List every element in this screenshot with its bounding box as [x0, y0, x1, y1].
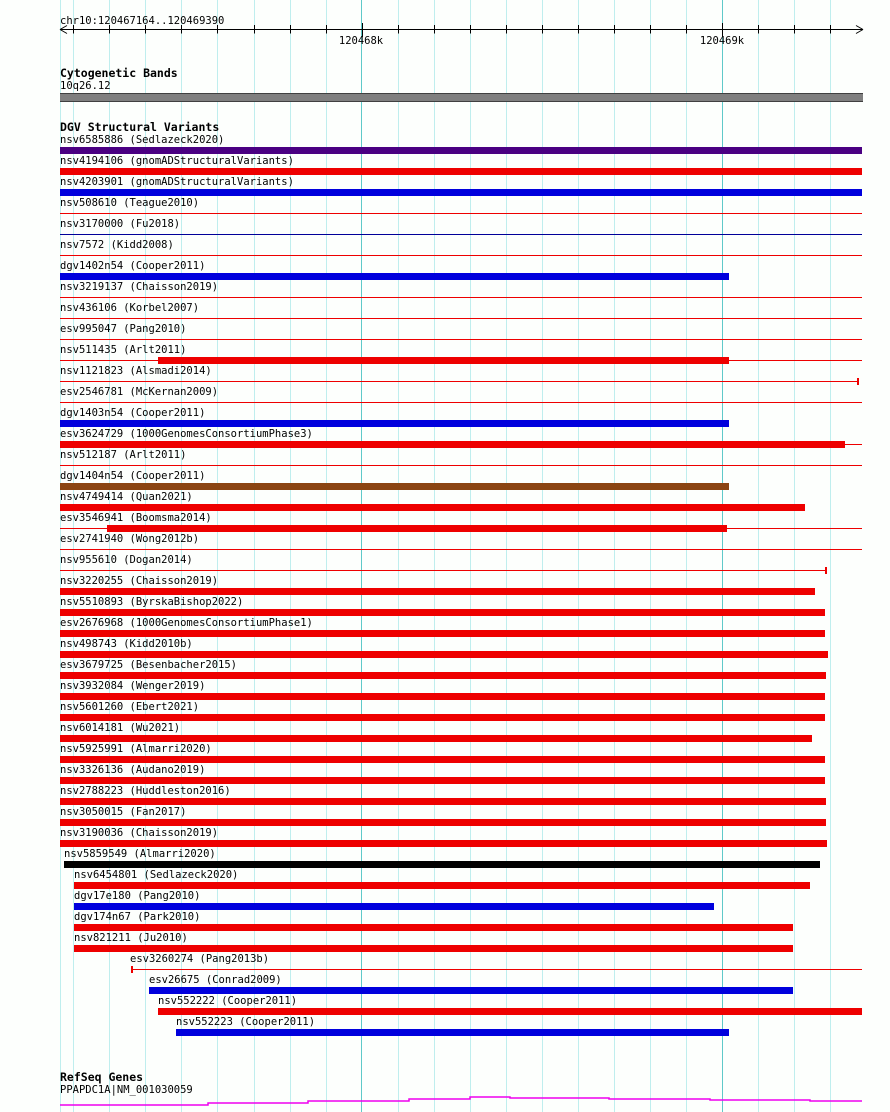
variant-label[interactable]: nsv552223 (Cooper2011) [176, 1016, 316, 1028]
variant-label[interactable]: nsv5925991 (Almarri2020) [60, 743, 212, 755]
variant-label[interactable]: nsv6454801 (Sedlazeck2020) [74, 869, 239, 881]
variant-label[interactable]: nsv955610 (Dogan2014) [60, 554, 193, 566]
variant-label[interactable]: nsv1121823 (Alsmadi2014) [60, 365, 212, 377]
variant-label[interactable]: nsv6585886 (Sedlazeck2020) [60, 134, 225, 146]
variant-label[interactable]: nsv2788223 (Huddleston2016) [60, 785, 231, 797]
variant-label[interactable]: nsv436106 (Korbel2007) [60, 302, 200, 314]
region-coordinates: chr10:120467164..120469390 [60, 15, 225, 27]
variant-label[interactable]: esv3679725 (Besenbacher2015) [60, 659, 238, 671]
variant-label[interactable]: nsv4749414 (Quan2021) [60, 491, 193, 503]
variant-label[interactable]: esv2741940 (Wong2012b) [60, 533, 200, 545]
variant-label[interactable]: nsv821211 (Ju2010) [74, 932, 188, 944]
variant-label[interactable]: nsv3932084 (Wenger2019) [60, 680, 206, 692]
variant-label[interactable]: nsv3190036 (Chaisson2019) [60, 827, 219, 839]
variant-label[interactable]: nsv512187 (Arlt2011) [60, 449, 187, 461]
variant-label[interactable]: esv26675 (Conrad2009) [149, 974, 282, 986]
refseq-track-header: RefSeq Genes [60, 1070, 144, 1084]
variant-label[interactable]: dgv1402n54 (Cooper2011) [60, 260, 206, 272]
variant-label[interactable]: esv2676968 (1000GenomesConsortiumPhase1) [60, 617, 313, 629]
variant-label[interactable]: nsv5601260 (Ebert2021) [60, 701, 200, 713]
variant-label[interactable]: dgv1403n54 (Cooper2011) [60, 407, 206, 419]
dgv-track-header: DGV Structural Variants [60, 120, 220, 134]
cytoband-label: 10q26.12 [60, 80, 111, 92]
variant-label[interactable]: dgv1404n54 (Cooper2011) [60, 470, 206, 482]
variant-label[interactable]: nsv6014181 (Wu2021) [60, 722, 181, 734]
variant-label[interactable]: esv3546941 (Boomsma2014) [60, 512, 212, 524]
axis-tick-label: 120468k [338, 35, 384, 47]
variant-label[interactable]: nsv3050015 (Fan2017) [60, 806, 187, 818]
variant-label[interactable]: nsv3220255 (Chaisson2019) [60, 575, 219, 587]
variant-label[interactable]: dgv174n67 (Park2010) [74, 911, 201, 923]
variant-label[interactable]: nsv5859549 (Almarri2020) [64, 848, 216, 860]
variant-label[interactable]: esv995047 (Pang2010) [60, 323, 187, 335]
variant-label[interactable]: esv3260274 (Pang2013b) [130, 953, 270, 965]
variant-label[interactable]: dgv17e180 (Pang2010) [74, 890, 201, 902]
variant-label[interactable]: nsv498743 (Kidd2010b) [60, 638, 193, 650]
variant-label[interactable]: esv3624729 (1000GenomesConsortiumPhase3) [60, 428, 313, 440]
refseq-gene-label[interactable]: PPAPDC1A|NM_001030059 [60, 1084, 193, 1096]
variant-label[interactable]: nsv3326136 (Audano2019) [60, 764, 206, 776]
variant-label[interactable]: nsv5510893 (ByrskaBishop2022) [60, 596, 244, 608]
variant-label[interactable]: nsv3170000 (Fu2018) [60, 218, 181, 230]
cytobands-track-header: Cytogenetic Bands [60, 66, 178, 80]
variant-label[interactable]: nsv7572 (Kidd2008) [60, 239, 174, 251]
variant-label[interactable]: nsv4203901 (gnomADStructuralVariants) [60, 176, 294, 188]
variant-label[interactable]: nsv511435 (Arlt2011) [60, 344, 187, 356]
axis-tick-label: 120469k [699, 35, 745, 47]
variant-label[interactable]: esv2546781 (McKernan2009) [60, 386, 219, 398]
variant-label[interactable]: nsv508610 (Teague2010) [60, 197, 200, 209]
variant-label[interactable]: nsv4194106 (gnomADStructuralVariants) [60, 155, 294, 167]
variant-label[interactable]: nsv552222 (Cooper2011) [158, 995, 298, 1007]
variant-label[interactable]: nsv3219137 (Chaisson2019) [60, 281, 219, 293]
